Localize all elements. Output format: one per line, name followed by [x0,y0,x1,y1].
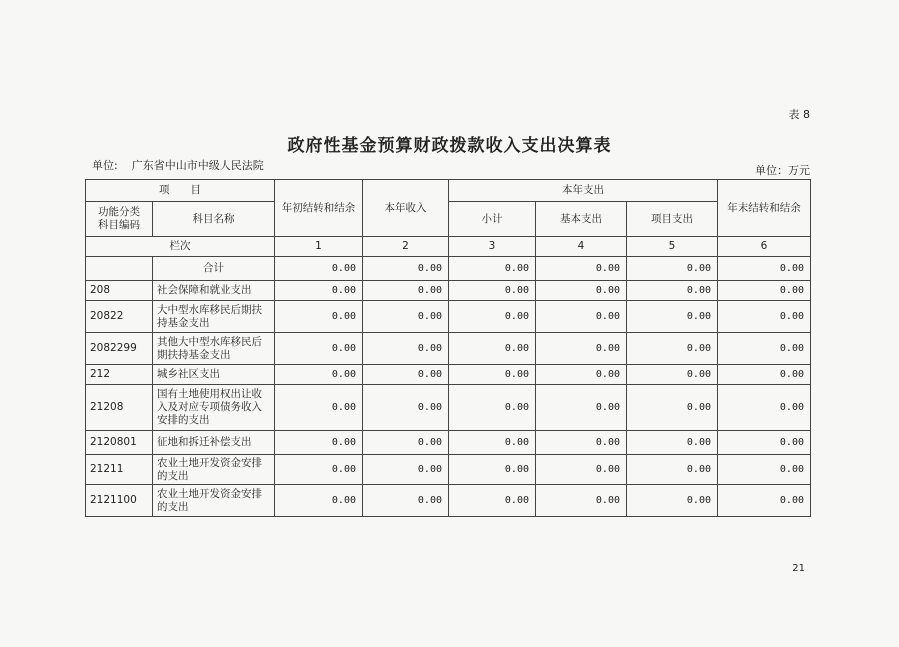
amount-cell: 0.00 [718,333,811,365]
column-number: 5 [627,237,718,257]
column-number: 4 [536,237,627,257]
column-number: 1 [275,237,363,257]
header-expense-group: 本年支出 [449,180,718,202]
subject-name: 农业土地开发资金安排的支出 [153,485,275,517]
table-row [86,281,811,301]
table-row [86,455,811,485]
unit-measure: 单位：万元 [755,164,810,177]
subject-name: 其他大中型水库移民后期扶持基金支出 [153,333,275,365]
amount-cell: 0.00 [536,455,627,485]
total-value: 0.00 [627,257,718,281]
amount-cell: 0.00 [275,333,363,365]
page-number: 21 [792,563,805,574]
amount-cell: 0.00 [449,333,536,365]
header-income: 本年收入 [363,180,449,237]
column-index-row [86,237,811,257]
organization-line [92,157,264,173]
amount-cell: 0.00 [718,431,811,455]
amount-cell: 0.00 [449,431,536,455]
amount-cell: 0.00 [536,485,627,517]
subject-code: 21211 [86,455,153,485]
subject-name: 国有土地使用权出让收入及对应专项债务收入安排的支出 [153,385,275,431]
amount-cell: 0.00 [449,385,536,431]
amount-cell: 0.00 [363,431,449,455]
subject-code: 2120801 [86,431,153,455]
amount-cell: 0.00 [627,455,718,485]
amount-cell: 0.00 [275,485,363,517]
amount-cell: 0.00 [275,281,363,301]
amount-cell: 0.00 [363,301,449,333]
total-value: 0.00 [363,257,449,281]
amount-cell: 0.00 [363,365,449,385]
total-label: 合计 [153,257,275,281]
header-carryover-begin: 年初结转和结余 [275,180,363,237]
total-code-cell [86,257,153,281]
subject-name: 征地和拆迁补偿支出 [153,431,275,455]
header-basic: 基本支出 [536,202,627,237]
subject-code: 208 [86,281,153,301]
amount-cell: 0.00 [275,455,363,485]
header-subject-name: 科目名称 [153,202,275,237]
amount-cell: 0.00 [275,431,363,455]
column-index-label: 栏次 [86,237,275,257]
column-number: 3 [449,237,536,257]
amount-cell: 0.00 [449,455,536,485]
amount-cell: 0.00 [449,281,536,301]
amount-cell: 0.00 [718,385,811,431]
amount-cell: 0.00 [627,333,718,365]
organization-name: 广东省中山市中级人民法院 [131,159,264,172]
header-project-expense: 项目支出 [627,202,718,237]
amount-cell: 0.00 [536,431,627,455]
subject-name: 农业土地开发资金安排的支出 [153,455,275,485]
amount-cell: 0.00 [363,281,449,301]
column-number: 2 [363,237,449,257]
header-project: 项 目 [86,180,275,202]
amount-cell: 0.00 [536,281,627,301]
amount-cell: 0.00 [363,385,449,431]
amount-cell: 0.00 [627,365,718,385]
header-row-1 [86,180,811,202]
table-row [86,365,811,385]
amount-cell: 0.00 [363,333,449,365]
amount-cell: 0.00 [718,365,811,385]
amount-cell: 0.00 [718,281,811,301]
table-number: 表 8 [788,108,810,121]
amount-cell: 0.00 [275,301,363,333]
header-row-2 [86,202,811,237]
amount-cell: 0.00 [718,301,811,333]
amount-cell: 0.00 [536,385,627,431]
amount-cell: 0.00 [536,301,627,333]
table-row [86,301,811,333]
table-row [86,333,811,365]
budget-table [85,179,811,517]
amount-cell: 0.00 [363,485,449,517]
amount-cell: 0.00 [627,281,718,301]
total-value: 0.00 [536,257,627,281]
table-row [86,431,811,455]
header-subtotal: 小计 [449,202,536,237]
amount-cell: 0.00 [449,301,536,333]
total-value: 0.00 [718,257,811,281]
amount-cell: 0.00 [718,455,811,485]
subject-code: 2121100 [86,485,153,517]
subject-name: 大中型水库移民后期扶持基金支出 [153,301,275,333]
amount-cell: 0.00 [627,301,718,333]
subject-name: 社会保障和就业支出 [153,281,275,301]
subject-code: 21208 [86,385,153,431]
column-number: 6 [718,237,811,257]
header-func-code: 功能分类 科目编码 [86,202,153,237]
amount-cell: 0.00 [627,485,718,517]
amount-cell: 0.00 [627,385,718,431]
amount-cell: 0.00 [363,455,449,485]
total-row [86,257,811,281]
table-row [86,485,811,517]
table-row [86,385,811,431]
amount-cell: 0.00 [627,431,718,455]
subject-code: 20822 [86,301,153,333]
total-value: 0.00 [275,257,363,281]
header-carryover-end: 年末结转和结余 [718,180,811,237]
total-value: 0.00 [449,257,536,281]
subject-name: 城乡社区支出 [153,365,275,385]
unit-label: 单位: [92,159,118,172]
amount-cell: 0.00 [718,485,811,517]
page-title: 政府性基金预算财政拨款收入支出决算表 [287,136,612,156]
amount-cell: 0.00 [275,385,363,431]
amount-cell: 0.00 [536,333,627,365]
amount-cell: 0.00 [536,365,627,385]
amount-cell: 0.00 [449,485,536,517]
amount-cell: 0.00 [449,365,536,385]
amount-cell: 0.00 [275,365,363,385]
subject-code: 212 [86,365,153,385]
subject-code: 2082299 [86,333,153,365]
